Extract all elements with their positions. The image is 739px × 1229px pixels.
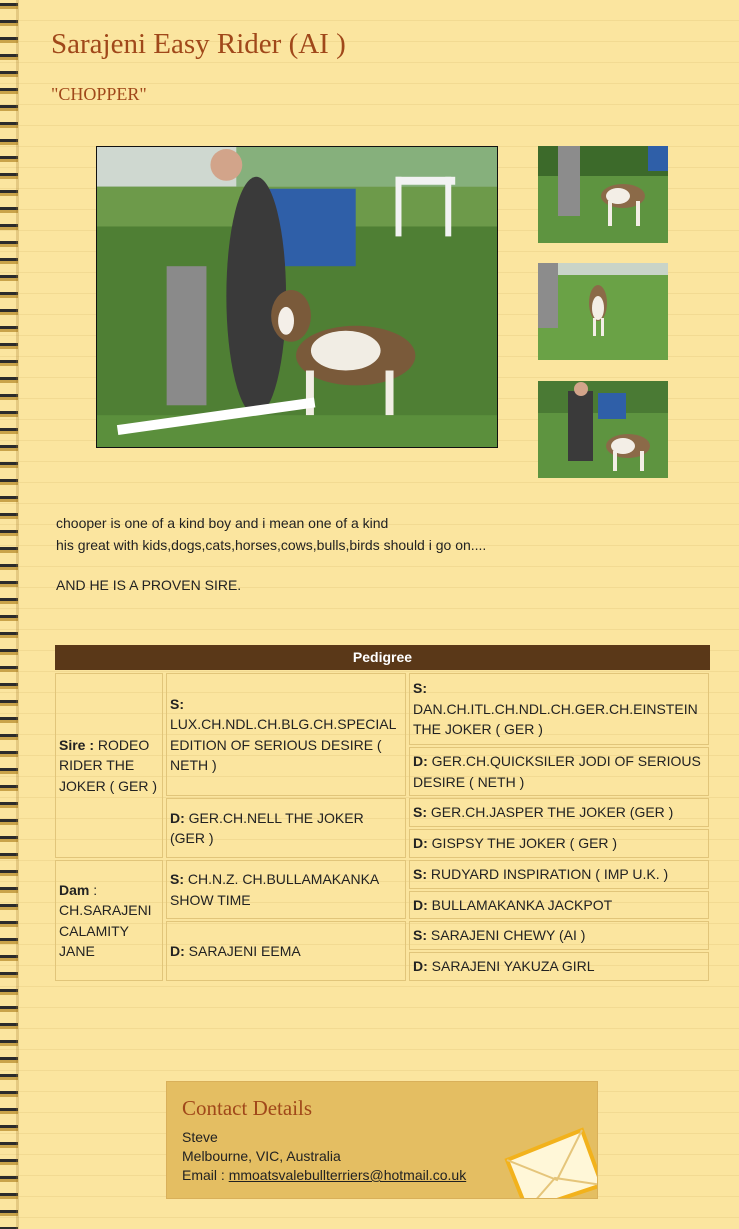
pedigree-sire-sire: S: LUX.CH.NDL.CH.BLG.CH.SPECIAL EDITION OF SERIOUS DESIRE ( NETH )	[166, 673, 406, 796]
pedigree-ds-dam: D: BULLAMAKANKA JACKPOT	[409, 891, 709, 919]
contact-email-label: Email :	[182, 1167, 229, 1183]
contact-location: Melbourne, VIC, Australia	[182, 1148, 341, 1164]
pedigree-dam: Dam : CH.SARAJENI CALAMITY JANE	[55, 860, 163, 981]
dog-thumbnail-3[interactable]	[538, 381, 668, 478]
description-line-1: chooper is one of a kind boy and i mean one of a kind	[56, 515, 389, 531]
contact-name: Steve	[182, 1129, 218, 1145]
description-line-3: AND HE IS A PROVEN SIRE.	[56, 577, 242, 593]
main-dog-photo[interactable]	[96, 146, 498, 448]
pedigree-dd-dam: D: SARAJENI YAKUZA GIRL	[409, 952, 709, 981]
pedigree-ss-dam: D: GER.CH.QUICKSILER JODI OF SERIOUS DESIRE ( NETH )	[409, 747, 709, 796]
pedigree-ds-sire: S: RUDYARD INSPIRATION ( IMP U.K. )	[409, 860, 709, 889]
pedigree-dam-sire: S: CH.N.Z. CH.BULLAMAKANKA SHOW TIME	[166, 860, 406, 919]
dog-name-title: Sarajeni Easy Rider (AI )	[51, 28, 346, 60]
contact-details-box	[166, 1081, 598, 1199]
dog-thumbnail-2[interactable]	[538, 263, 668, 360]
dog-nickname: "CHOPPER"	[51, 84, 147, 104]
notebook-spiral-binding	[0, 0, 24, 1229]
dog-description	[56, 512, 696, 596]
contact-email-line	[182, 1167, 466, 1183]
envelope-icon	[497, 1120, 598, 1199]
contact-email-link[interactable]: mmoatsvalebullterriers@hotmail.co.uk	[228, 1167, 467, 1183]
dog-thumbnail-1[interactable]	[538, 146, 668, 243]
pedigree-dam-dam: D: SARAJENI EEMA	[166, 921, 406, 981]
pedigree-sd-dam: D: GISPSY THE JOKER ( GER )	[409, 829, 709, 858]
description-line-2: his great with kids,dogs,cats,horses,cows,bulls,birds should i go on....	[56, 537, 487, 553]
contact-title: Contact Details	[182, 1096, 313, 1120]
pedigree-sire-dam: D: GER.CH.NELL THE JOKER (GER )	[166, 798, 406, 858]
pedigree-ss-sire: S: DAN.CH.ITL.CH.NDL.CH.GER.CH.EINSTEIN THE JOKER ( GER )	[409, 673, 709, 745]
pedigree-sd-sire: S: GER.CH.JASPER THE JOKER (GER )	[409, 798, 709, 827]
pedigree-sire: Sire : RODEO RIDER THE JOKER ( GER )	[55, 673, 163, 858]
pedigree-dd-sire: S: SARAJENI CHEWY (AI )	[409, 921, 709, 950]
pedigree-header: Pedigree	[55, 645, 710, 670]
